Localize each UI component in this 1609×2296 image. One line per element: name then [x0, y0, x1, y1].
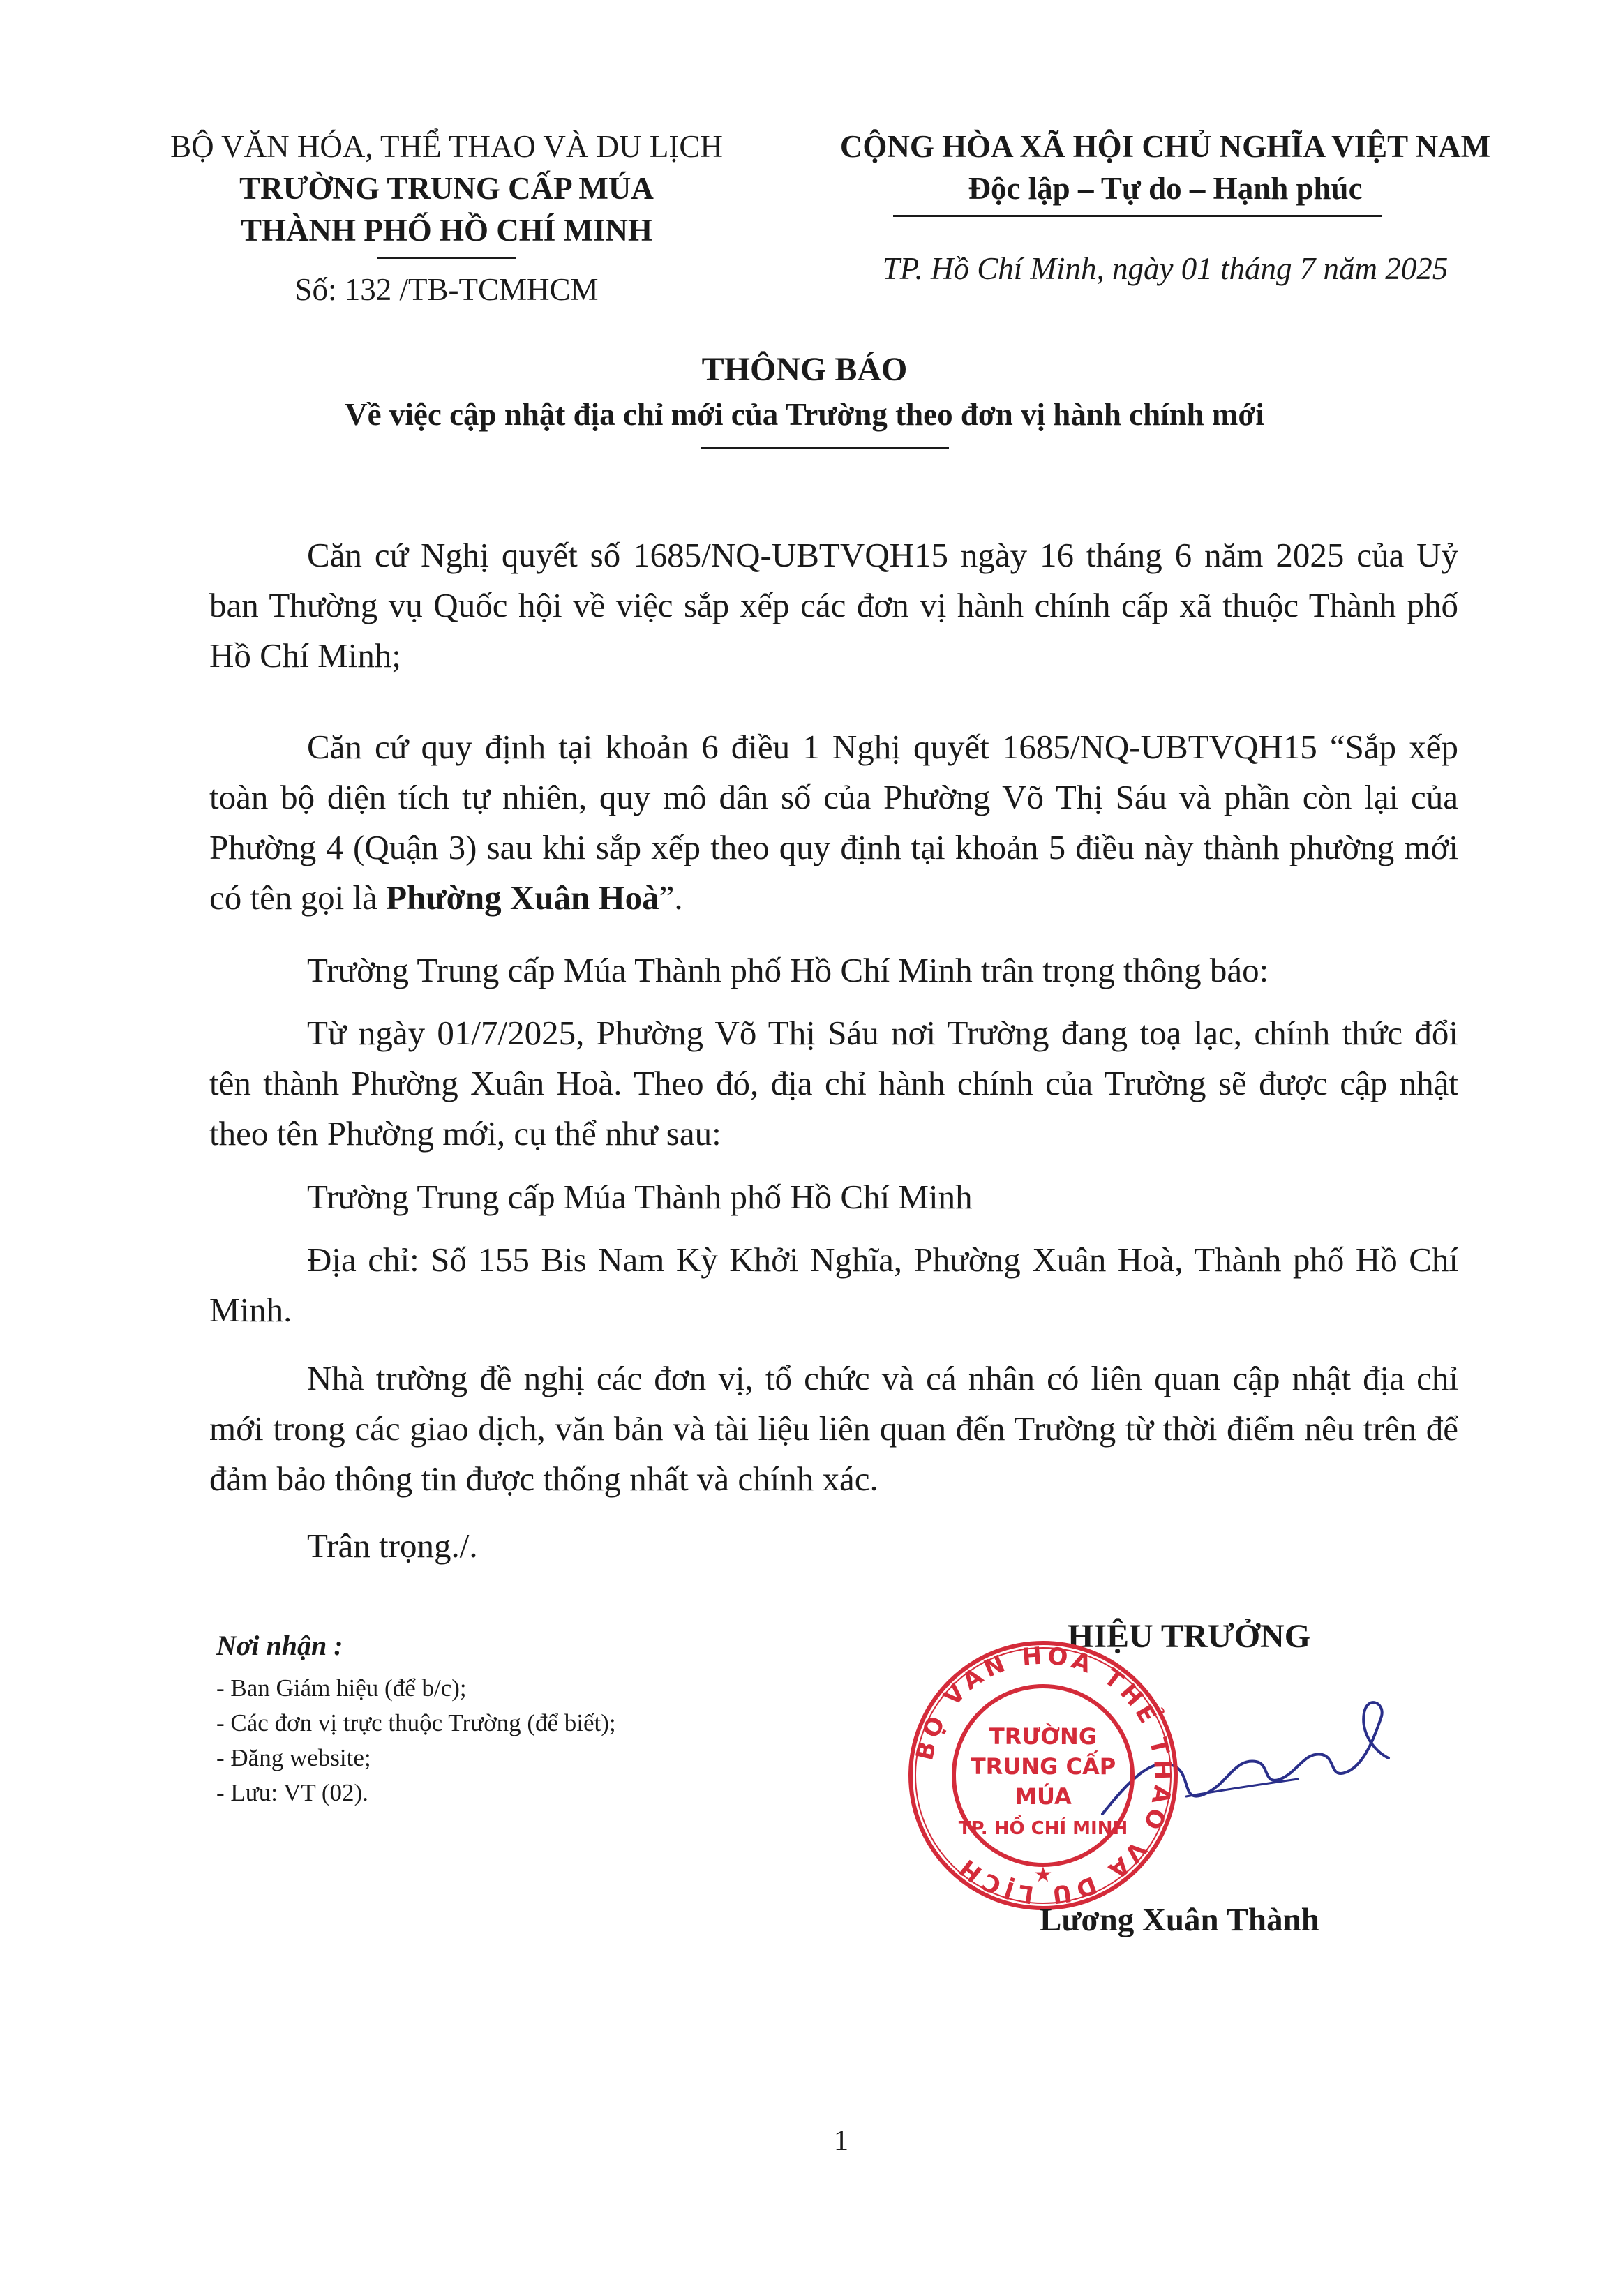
- paragraph-legal-basis-2-end: ”.: [659, 878, 683, 917]
- svg-text:TRUNG CẤP: TRUNG CẤP: [970, 1753, 1116, 1780]
- svg-text:MÚA: MÚA: [1015, 1783, 1072, 1810]
- document-title: THÔNG BÁO: [701, 351, 908, 388]
- paragraph-name-change: Từ ngày 01/7/2025, Phường Võ Thị Sáu nơi Trường đang toạ lạc, chính thức đổi tên thành Phường Xuân Hoà. Theo đó, địa chỉ hành chính của Trường sẽ được cập nhật theo tên Phường mới, cụ thể như sau:: [209, 1014, 1458, 1153]
- document-subtitle: Về việc cập nhật địa chỉ mới của Trường theo đơn vị hành chính mới: [345, 397, 1264, 432]
- paragraph-closing: Trân trọng./.: [307, 1526, 478, 1565]
- signer-name: Lương Xuân Thành: [1040, 1902, 1319, 1938]
- recipient-item: - Đăng website;: [216, 1744, 371, 1771]
- recipients-title: Nơi nhận :: [216, 1630, 343, 1661]
- country-name: CỘNG HÒA XÃ HỘI CHỦ NGHĨA VIỆT NAM: [839, 129, 1491, 164]
- paragraph-request: Nhà trường đề nghị các đơn vị, tổ chức và cá nhân có liên quan cập nhật địa chỉ mới trong các giao dịch, văn bản và tài liệu liên quan đến Trường từ thời điểm nêu trên để đảm bảo thông tin được thống nhất và chính xác.: [209, 1359, 1458, 1498]
- title-rule: [701, 447, 949, 449]
- ministry-name: BỘ VĂN HÓA, THỂ THAO VÀ DU LỊCH: [170, 129, 723, 164]
- school-name-line2: THÀNH PHỐ HỒ CHÍ MINH: [240, 213, 652, 248]
- svg-text:TP. HỒ CHÍ MINH: TP. HỒ CHÍ MINH: [958, 1818, 1128, 1839]
- new-ward-name: Phường Xuân Hoà: [386, 878, 659, 917]
- header-left-rule: [377, 257, 516, 259]
- recipient-item: - Các đơn vị trực thuộc Trường (để biết);: [216, 1709, 616, 1736]
- recipient-item: - Ban Giám hiệu (để b/c);: [216, 1674, 467, 1702]
- paragraph-address: Địa chỉ: Số 155 Bis Nam Kỳ Khởi Nghĩa, Phường Xuân Hoà, Thành phố Hồ Chí Minh.: [209, 1240, 1458, 1329]
- recipients-list: [216, 1671, 616, 1810]
- school-name-line1: TRƯỜNG TRUNG CẤP MÚA: [239, 171, 654, 206]
- header-right-rule: [893, 215, 1382, 217]
- signer-title: HIỆU TRƯỞNG: [1068, 1618, 1311, 1655]
- svg-text:TRƯỜNG: TRƯỜNG: [989, 1723, 1098, 1750]
- svg-text:BỘ VĂN HÓA THỂ THAO VÀ DU LỊCH: BỘ VĂN HÓA THỂ THAO VÀ DU LỊCH: [911, 1642, 1177, 1909]
- document-number: Số: 132 /TB-TCMHCM: [294, 272, 599, 307]
- paragraph-school-name: Trường Trung cấp Múa Thành phố Hồ Chí Minh: [307, 1178, 973, 1216]
- national-motto: Độc lập – Tự do – Hạnh phúc: [968, 171, 1363, 206]
- svg-text:★: ★: [1033, 1863, 1053, 1887]
- paragraph-legal-basis-2: [209, 722, 1458, 923]
- paragraph-announcement: Trường Trung cấp Múa Thành phố Hồ Chí Minh trân trọng thông báo:: [307, 951, 1269, 989]
- recipient-item: - Lưu: VT (02).: [216, 1779, 368, 1806]
- paragraph-legal-basis-1: Căn cứ Nghị quyết số 1685/NQ-UBTVQH15 ngày 16 tháng 6 năm 2025 của Uỷ ban Thường vụ Quốc hội về việc sắp xếp các đơn vị hành chính cấp xã thuộc Thành phố Hồ Chí Minh;: [209, 536, 1458, 675]
- page-number: 1: [834, 2125, 848, 2157]
- official-seal: [904, 1636, 1183, 1915]
- place-and-date: TP. Hồ Chí Minh, ngày 01 tháng 7 năm 2025: [882, 251, 1449, 286]
- paragraph-legal-basis-2-text: Căn cứ quy định tại khoản 6 điều 1 Nghị quyết 1685/NQ-UBTVQH15 “Sắp xếp toàn bộ diện tích tự nhiên, quy mô dân số của Phường Võ Thị Sáu và phần còn lại của Phường 4 (Quận 3) sau khi sắp xếp theo quy định tại khoản 5 điều này thành phường mới có tên gọi là: [209, 728, 1458, 917]
